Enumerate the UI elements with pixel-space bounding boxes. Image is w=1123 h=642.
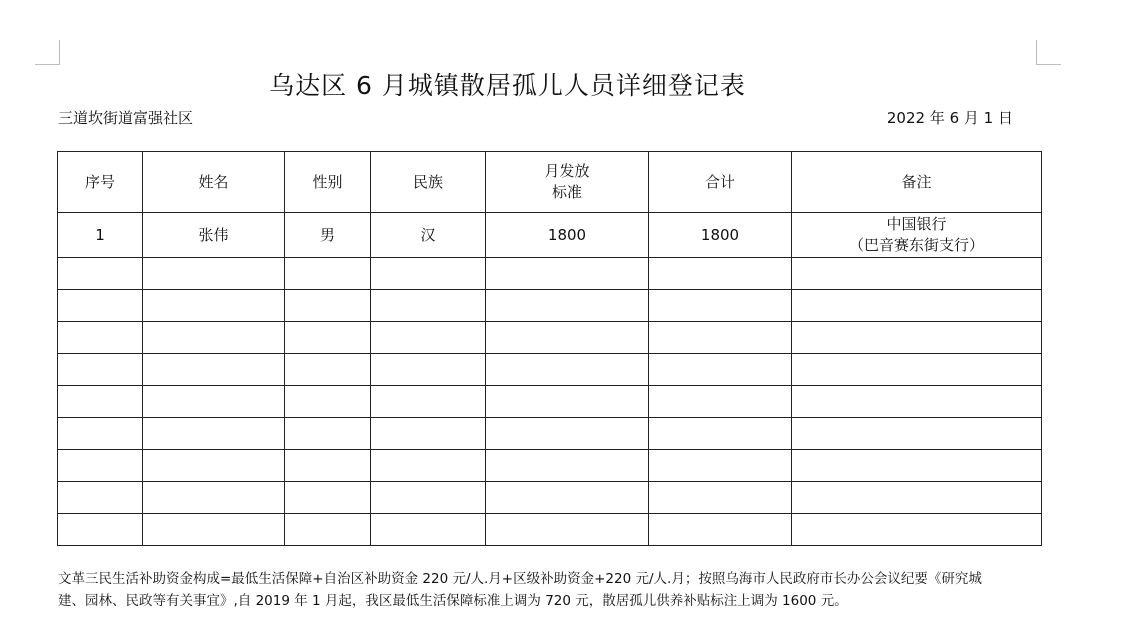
cell-seq: 1 xyxy=(58,213,143,258)
header-monthly-standard xyxy=(486,152,649,213)
footnote xyxy=(58,568,1043,612)
page-corner-mark-top-right xyxy=(1036,40,1061,65)
empty-row xyxy=(58,514,1042,546)
empty-row xyxy=(58,290,1042,322)
cell-ethnicity: 汉 xyxy=(371,213,486,258)
page-corner-mark-top-left xyxy=(35,40,60,65)
cell-total: 1800 xyxy=(649,213,792,258)
registration-table xyxy=(57,151,1042,546)
header-total: 合计 xyxy=(649,152,792,213)
cell-gender: 男 xyxy=(285,213,371,258)
footnote-line2: 建、园林、民政等有关事宜》,自 2019 年 1 月起，我区最低生活保障标准上调为 720 元，散居孤儿供养补贴标注上调为 1600 元。 xyxy=(58,593,848,609)
footnote-line1: 文革三民生活补助资金构成=最低生活保障+自治区补助资金 220 元/人.月+区级补助资金+220 元/人.月；按照乌海市人民政府市长办公会议纪要《研究城 xyxy=(58,571,982,587)
community-name: 三道坎街道富强社区 xyxy=(58,109,194,127)
empty-row xyxy=(58,418,1042,450)
empty-row xyxy=(58,354,1042,386)
header-remark: 备注 xyxy=(792,152,1042,213)
empty-row xyxy=(58,482,1042,514)
header-monthly-line2: 标准 xyxy=(551,183,582,201)
header-name: 姓名 xyxy=(143,152,285,213)
header-seq: 序号 xyxy=(58,152,143,213)
table-row xyxy=(58,213,1042,258)
remark-line1: 中国银行 xyxy=(886,215,947,233)
cell-name: 张伟 xyxy=(143,213,285,258)
empty-row xyxy=(58,450,1042,482)
header-ethnicity: 民族 xyxy=(371,152,486,213)
empty-row xyxy=(58,258,1042,290)
table-header-row xyxy=(58,152,1042,213)
document-title: 乌达区 6 月城镇散居孤儿人员详细登记表 xyxy=(269,71,746,100)
remark-line2: （巴音赛东街支行） xyxy=(848,236,984,254)
empty-row xyxy=(58,386,1042,418)
cell-remark xyxy=(792,213,1042,258)
header-gender: 性别 xyxy=(285,152,371,213)
header-monthly-line1: 月发放 xyxy=(544,162,590,180)
report-date: 2022 年 6 月 1 日 xyxy=(886,109,1013,127)
cell-monthly: 1800 xyxy=(486,213,649,258)
empty-row xyxy=(58,322,1042,354)
